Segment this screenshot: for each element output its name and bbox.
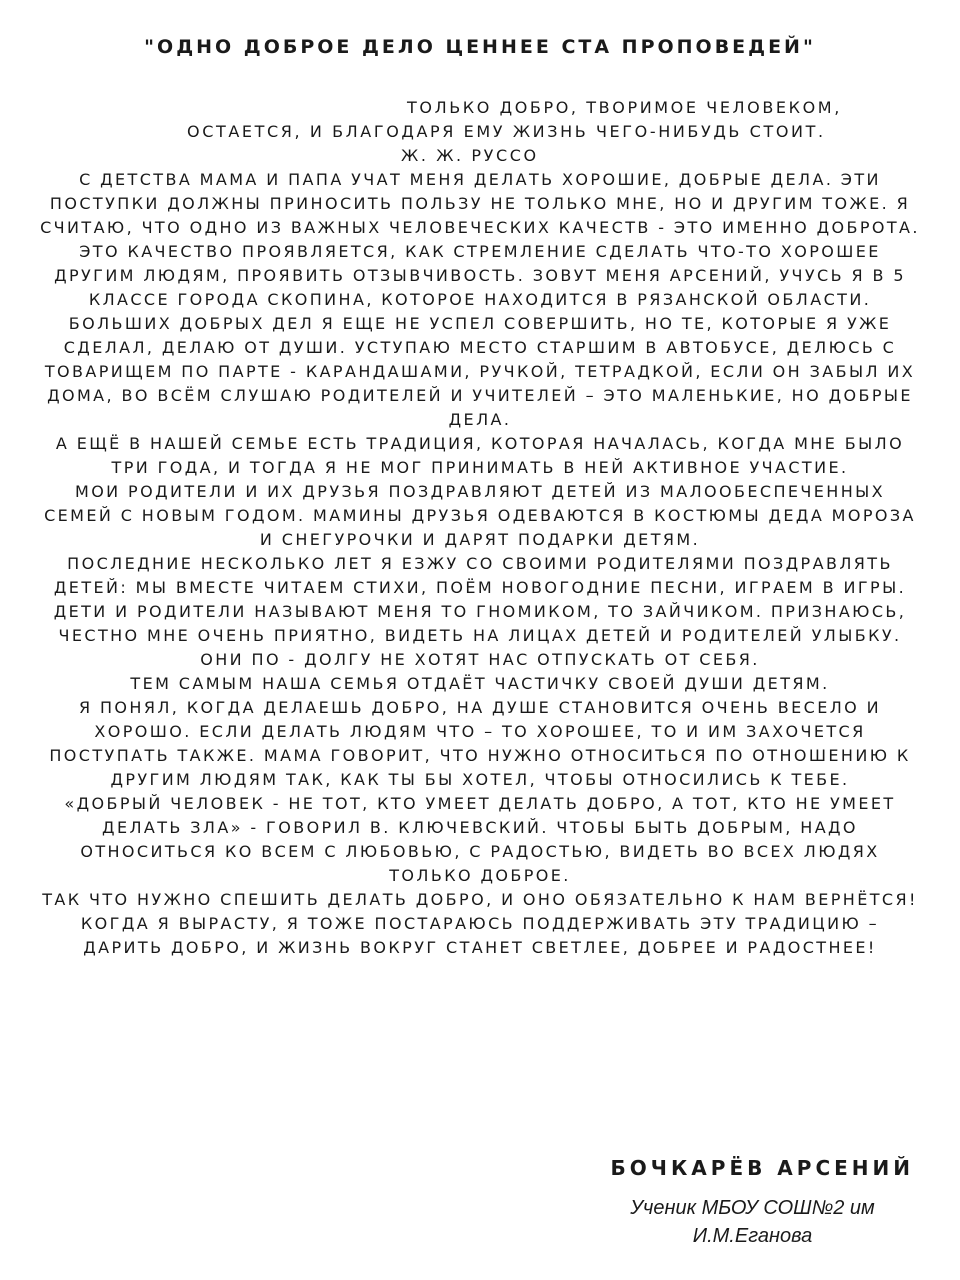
paragraph-9: КОГДА Я ВЫРАСТУ, Я ТОЖЕ ПОСТАРАЮСЬ ПОДДЕРЖИВАТЬ ЭТУ ТРАДИЦИЮ – ДАРИТЬ ДОБРО, И ЖИЗНЬ ВОКРУГ СТАНЕТ СВЕТЛЕЕ, ДОБРЕЕ И РАДОСТНЕЕ!: [80, 914, 880, 957]
paragraph-3: МОИ РОДИТЕЛИ И ИХ ДРУЗЬЯ ПОЗДРАВЛЯЮТ ДЕТЕЙ ИЗ МАЛООБЕСПЕЧЕННЫХ СЕМЕЙ С НОВЫМ ГОДОМ. МАМИНЫ ДРУЗЬЯ ОДЕВАЮТСЯ В КОСТЮМЫ ДЕДА МОРОЗА И СНЕГУРОЧКИ И ДАРЯТ ПОДАРКИ ДЕТЯМ.: [44, 482, 916, 549]
epigraph-author: Ж. Ж. РУССО: [401, 146, 539, 165]
paragraph-4: ПОСЛЕДНИЕ НЕСКОЛЬКО ЛЕТ Я ЕЗЖУ СО СВОИМИ РОДИТЕЛЯМИ ПОЗДРАВЛЯТЬ ДЕТЕЙ: МЫ ВМЕСТЕ ЧИТАЕМ СТИХИ, ПОЁМ НОВОГОДНИЕ ПЕСНИ, ИГРАЕМ В ИГРЫ. ДЕТИ И РОДИТЕЛИ НАЗЫВАЮТ МЕНЯ ТО ГНОМИКОМ, ТО ЗАЙЧИКОМ. ПРИЗНАЮСЬ, ЧЕСТНО МНЕ ОЧЕНЬ ПРИЯТНО, ВИДЕТЬ НА ЛИЦАХ ДЕТЕЙ И РОДИТЕЛЕЙ УЛЫБКУ. ОНИ ПО - ДОЛГУ НЕ ХОТЯТ НАС ОТПУСКАТЬ ОТ СЕБЯ.: [53, 554, 907, 669]
paragraph-7: «ДОБРЫЙ ЧЕЛОВЕК - НЕ ТОТ, КТО УМЕЕТ ДЕЛАТЬ ДОБРО, А ТОТ, КТО НЕ УМЕЕТ ДЕЛАТЬ ЗЛА» - ГОВОРИЛ В. КЛЮЧЕВСКИЙ. ЧТОБЫ БЫТЬ ДОБРЫМ, НАДО ОТНОСИТЬСЯ КО ВСЕМ С ЛЮБОВЬЮ, С РАДОСТЬЮ, ВИДЕТЬ ВО ВСЕХ ЛЮДЯХ ТОЛЬКО ДОБРОЕ.: [64, 794, 896, 885]
epigraph-line-2: ОСТАЕТСЯ, И БЛАГОДАРЯ ЕМУ ЖИЗНЬ ЧЕГО-НИБУДЬ СТОИТ.: [187, 122, 826, 141]
author-school: Ученик МБОУ СОШ№2 им И.М.Еганова: [630, 1197, 875, 1247]
paragraph-8: ТАК ЧТО НУЖНО СПЕШИТЬ ДЕЛАТЬ ДОБРО, И ОНО ОБЯЗАТЕЛЬНО К НАМ ВЕРНЁТСЯ!: [42, 890, 918, 909]
paragraph-2: А ЕЩЁ В НАШЕЙ СЕМЬЕ ЕСТЬ ТРАДИЦИЯ, КОТОРАЯ НАЧАЛАСЬ, КОГДА МНЕ БЫЛО ТРИ ГОДА, И ТОГДА Я НЕ МОГ ПРИНИМАТЬ В НЕЙ АКТИВНОЕ УЧАСТИЕ.: [55, 434, 905, 477]
paragraph-1: С ДЕТСТВА МАМА И ПАПА УЧАТ МЕНЯ ДЕЛАТЬ ХОРОШИЕ, ДОБРЫЕ ДЕЛА. ЭТИ ПОСТУПКИ ДОЛЖНЫ ПРИНОСИТЬ ПОЛЬЗУ НЕ ТОЛЬКО МНЕ, НО И ДРУГИМ ТОЖЕ. Я СЧИТАЮ, ЧТО ОДНО ИЗ ВАЖНЫХ ЧЕЛОВЕЧЕСКИХ КАЧЕСТВ - ЭТО ИМЕННО ДОБРОТА. ЭТО КАЧЕСТВО ПРОЯВЛЯЕТСЯ, КАК СТРЕМЛЕНИЕ СДЕЛАТЬ ЧТО-ТО ХОРОШЕЕ ДРУГИМ ЛЮДЯМ, ПРОЯВИТЬ ОТЗЫВЧИВОСТЬ. ЗОВУТ МЕНЯ АРСЕНИЙ, УЧУСЬ Я В 5 КЛАССЕ ГОРОДА СКОПИНА, КОТОРОЕ НАХОДИТСЯ В РЯЗАНСКОЙ ОБЛАСТИ. БОЛЬШИХ ДОБРЫХ ДЕЛ Я ЕЩЕ НЕ УСПЕЛ СОВЕРШИТЬ, НО ТЕ, КОТОРЫЕ Я УЖЕ СДЕЛАЛ, ДЕЛАЮ ОТ ДУШИ. УСТУПАЮ МЕСТО СТАРШИМ В АВТОБУСЕ, ДЕЛЮСЬ С ТОВАРИЩЕМ ПО ПАРТЕ - КАРАНДАШАМИ, РУЧКОЙ, ТЕТРАДКОЙ, ЕСЛИ ОН ЗАБЫЛ ИХ ДОМА, ВО ВСЁМ СЛУШАЮ РОДИТЕЛЕЙ И УЧИТЕЛЕЙ – ЭТО МАЛЕНЬКИЕ, НО ДОБРЫЕ ДЕЛА.: [40, 170, 920, 429]
paragraph-6: Я ПОНЯЛ, КОГДА ДЕЛАЕШЬ ДОБРО, НА ДУШЕ СТАНОВИТСЯ ОЧЕНЬ ВЕСЕЛО И ХОРОШО. ЕСЛИ ДЕЛАТЬ ЛЮДЯМ ЧТО – ТО ХОРОШЕЕ, ТО И ИМ ЗАХОЧЕТСЯ ПОСТУПАТЬ ТАКЖЕ. МАМА ГОВОРИТ, ЧТО НУЖНО ОТНОСИТЬСЯ ПО ОТНОШЕНИЮ К ДРУГИМ ЛЮДЯМ ТАК, КАК ТЫ БЫ ХОТЕЛ, ЧТОБЫ ОТНОСИЛИСЬ К ТЕБЕ.: [49, 698, 911, 789]
epigraph-line-1: ТОЛЬКО ДОБРО, ТВОРИМОЕ ЧЕЛОВЕКОМ,: [407, 98, 842, 117]
essay-body: [40, 168, 920, 960]
document-title: "ОДНО ДОБРОЕ ДЕЛО ЦЕННЕЕ СТА ПРОПОВЕДЕЙ": [144, 36, 816, 58]
paragraph-5: ТЕМ САМЫМ НАША СЕМЬЯ ОТДАЁТ ЧАСТИЧКУ СВОЕЙ ДУШИ ДЕТЯМ.: [130, 674, 830, 693]
author-name: БОЧКАРЁВ АРСЕНИЙ: [610, 1156, 914, 1180]
